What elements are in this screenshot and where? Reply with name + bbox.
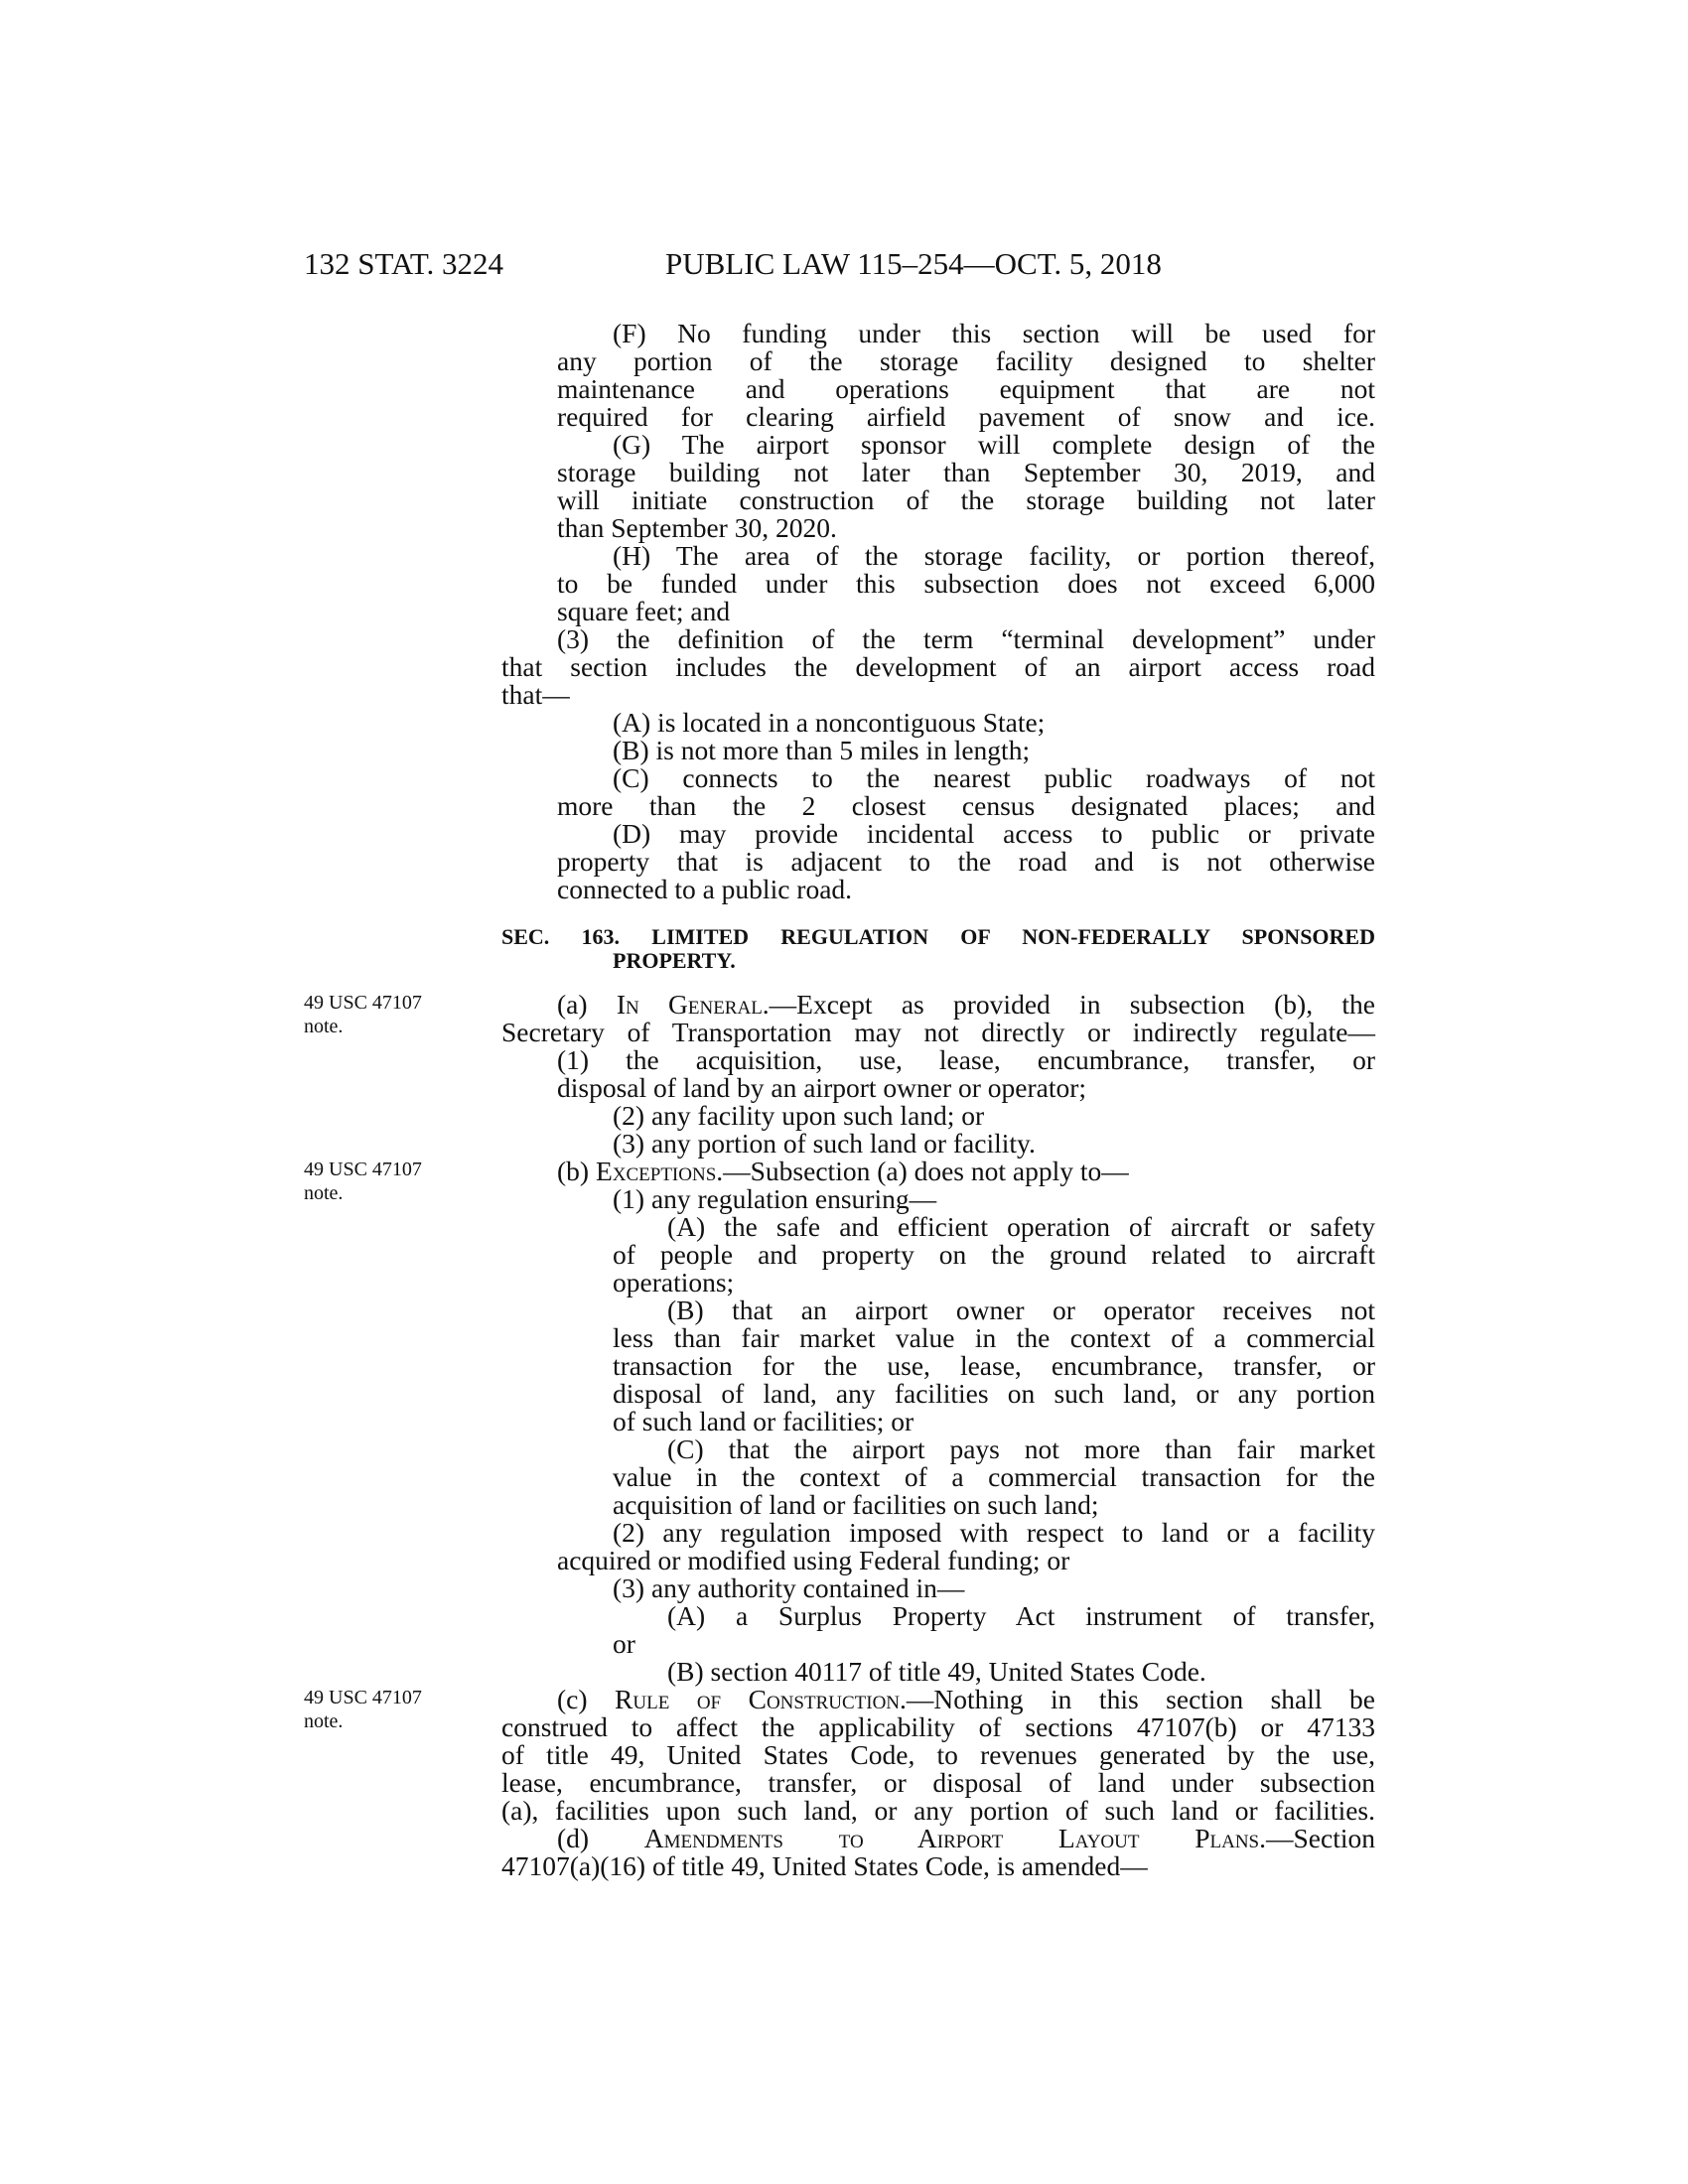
text-line: storage building not later than September 30, 2019, and (557, 457, 1375, 487)
subsection-b-line: (b) Exceptions.—Subsection (a) does not apply to— (557, 1156, 1129, 1186)
text-line: maintenance and operations equipment that are not (557, 373, 1375, 404)
text-line: (a), facilities upon such land, or any portion of such land or facilities. (501, 1795, 1375, 1826)
text-line: (C) that the airport pays not more than fair market (667, 1433, 1375, 1464)
text-line: of people and property on the ground related to aircraft (613, 1239, 1375, 1270)
margin-note: 49 USC 47107 (304, 992, 422, 1014)
text-line: lease, encumbrance, transfer, or disposal of land under subsection (501, 1767, 1375, 1798)
text-line: or (613, 1628, 635, 1659)
section-heading: SEC. 163. LIMITED REGULATION OF NON-FEDERALLY SPONSORED (501, 924, 1375, 949)
text-line: (1) any regulation ensuring— (613, 1183, 937, 1214)
text-line: that— (501, 679, 570, 710)
text-line: that section includes the development of an airport access road (501, 651, 1375, 682)
text-line: (A) is located in a noncontiguous State; (613, 707, 1046, 738)
text-line: (H) The area of the storage facility, or portion thereof, (613, 540, 1375, 571)
text-line: value in the context of a commercial transaction for the (613, 1461, 1375, 1492)
subsection-b-heading: Exceptions. (595, 1156, 724, 1186)
subsection-d-heading: Amendments to Airport Layout Plans. (643, 1823, 1266, 1853)
margin-note: note. (304, 1182, 344, 1204)
text-line: 47107(a)(16) of title 49, United States Code, is amended— (501, 1850, 1148, 1881)
margin-note: 49 USC 47107 (304, 1687, 422, 1708)
text-line: (B) section 40117 of title 49, United States Code. (667, 1656, 1206, 1687)
text-line: acquisition of land or facilities on such land; (613, 1489, 1099, 1520)
text-line: of such land or facilities; or (613, 1406, 914, 1436)
text-line: of title 49, United States Code, to revenues generated by the use, (501, 1739, 1375, 1770)
text-line: square feet; and (557, 596, 731, 626)
statute-page-number: 132 STAT. 3224 (304, 246, 504, 281)
text-line: disposal of land, any facilities on such land, or any portion (613, 1378, 1375, 1409)
text-line: than September 30, 2020. (557, 512, 837, 543)
text-line: (3) any authority contained in— (613, 1572, 965, 1603)
text-line: property that is adjacent to the road and is not otherwise (557, 846, 1375, 877)
margin-note: note. (304, 1710, 344, 1732)
text-line: more than the 2 closest census designated places; and (557, 790, 1375, 821)
text-line: connected to a public road. (557, 874, 853, 904)
text-line: acquired or modified using Federal funding; or (557, 1545, 1070, 1575)
subsection-d-line: (d) Amendments to Airport Layout Plans.—Section (557, 1823, 1375, 1853)
subsection-a-line: (a) In General.—Except as provided in subsection (b), the (557, 989, 1375, 1020)
margin-note: note. (304, 1016, 344, 1037)
text-line: construed to affect the applicability of sections 47107(b) or 47133 (501, 1711, 1375, 1742)
section-heading-continued: PROPERTY. (613, 948, 736, 973)
text-line: (D) may provide incidental access to public or private (613, 818, 1375, 849)
text-line: (2) any regulation imposed with respect to land or a facility (613, 1517, 1375, 1548)
text-line: (3) any portion of such land or facility. (613, 1128, 1036, 1159)
text-line: (F) No funding under this section will be used for (613, 318, 1375, 348)
running-header: PUBLIC LAW 115–254—OCT. 5, 2018 (665, 246, 1162, 281)
text-line: (1) the acquisition, use, lease, encumbrance, transfer, or (557, 1044, 1375, 1075)
text-line: to be funded under this subsection does not exceed 6,000 (557, 568, 1375, 599)
margin-note: 49 USC 47107 (304, 1159, 422, 1180)
text-line: (C) connects to the nearest public roadways of not (613, 762, 1375, 793)
subsection-c-heading: Rule of Construction. (615, 1684, 907, 1714)
text-line: required for clearing airfield pavement of snow and ice. (557, 401, 1375, 432)
text-line: less than fair market value in the context of a commercial (613, 1322, 1375, 1353)
text-line: Secretary of Transportation may not directly or indirectly regulate— (501, 1017, 1375, 1047)
text-line: (G) The airport sponsor will complete design of the (613, 429, 1375, 460)
text-line: (B) that an airport owner or operator receives not (667, 1295, 1375, 1325)
subsection-a-heading: In General. (616, 989, 770, 1020)
text-line: will initiate construction of the storage building not later (557, 484, 1375, 515)
text-line: any portion of the storage facility designed to shelter (557, 345, 1375, 376)
text-line: (2) any facility upon such land; or (613, 1100, 985, 1131)
text-line: (A) the safe and efficient operation of aircraft or safety (667, 1211, 1375, 1242)
text-line: (B) is not more than 5 miles in length; (613, 735, 1031, 765)
subsection-c-line: (c) Rule of Construction.—Nothing in this section shall be (557, 1684, 1375, 1714)
text-line: operations; (613, 1267, 735, 1297)
text-line: transaction for the use, lease, encumbrance, transfer, or (613, 1350, 1375, 1381)
text-line: (3) the definition of the term “terminal development” under (557, 623, 1375, 654)
text-line: disposal of land by an airport owner or operator; (557, 1072, 1087, 1103)
text-line: (A) a Surplus Property Act instrument of transfer, (667, 1600, 1375, 1631)
